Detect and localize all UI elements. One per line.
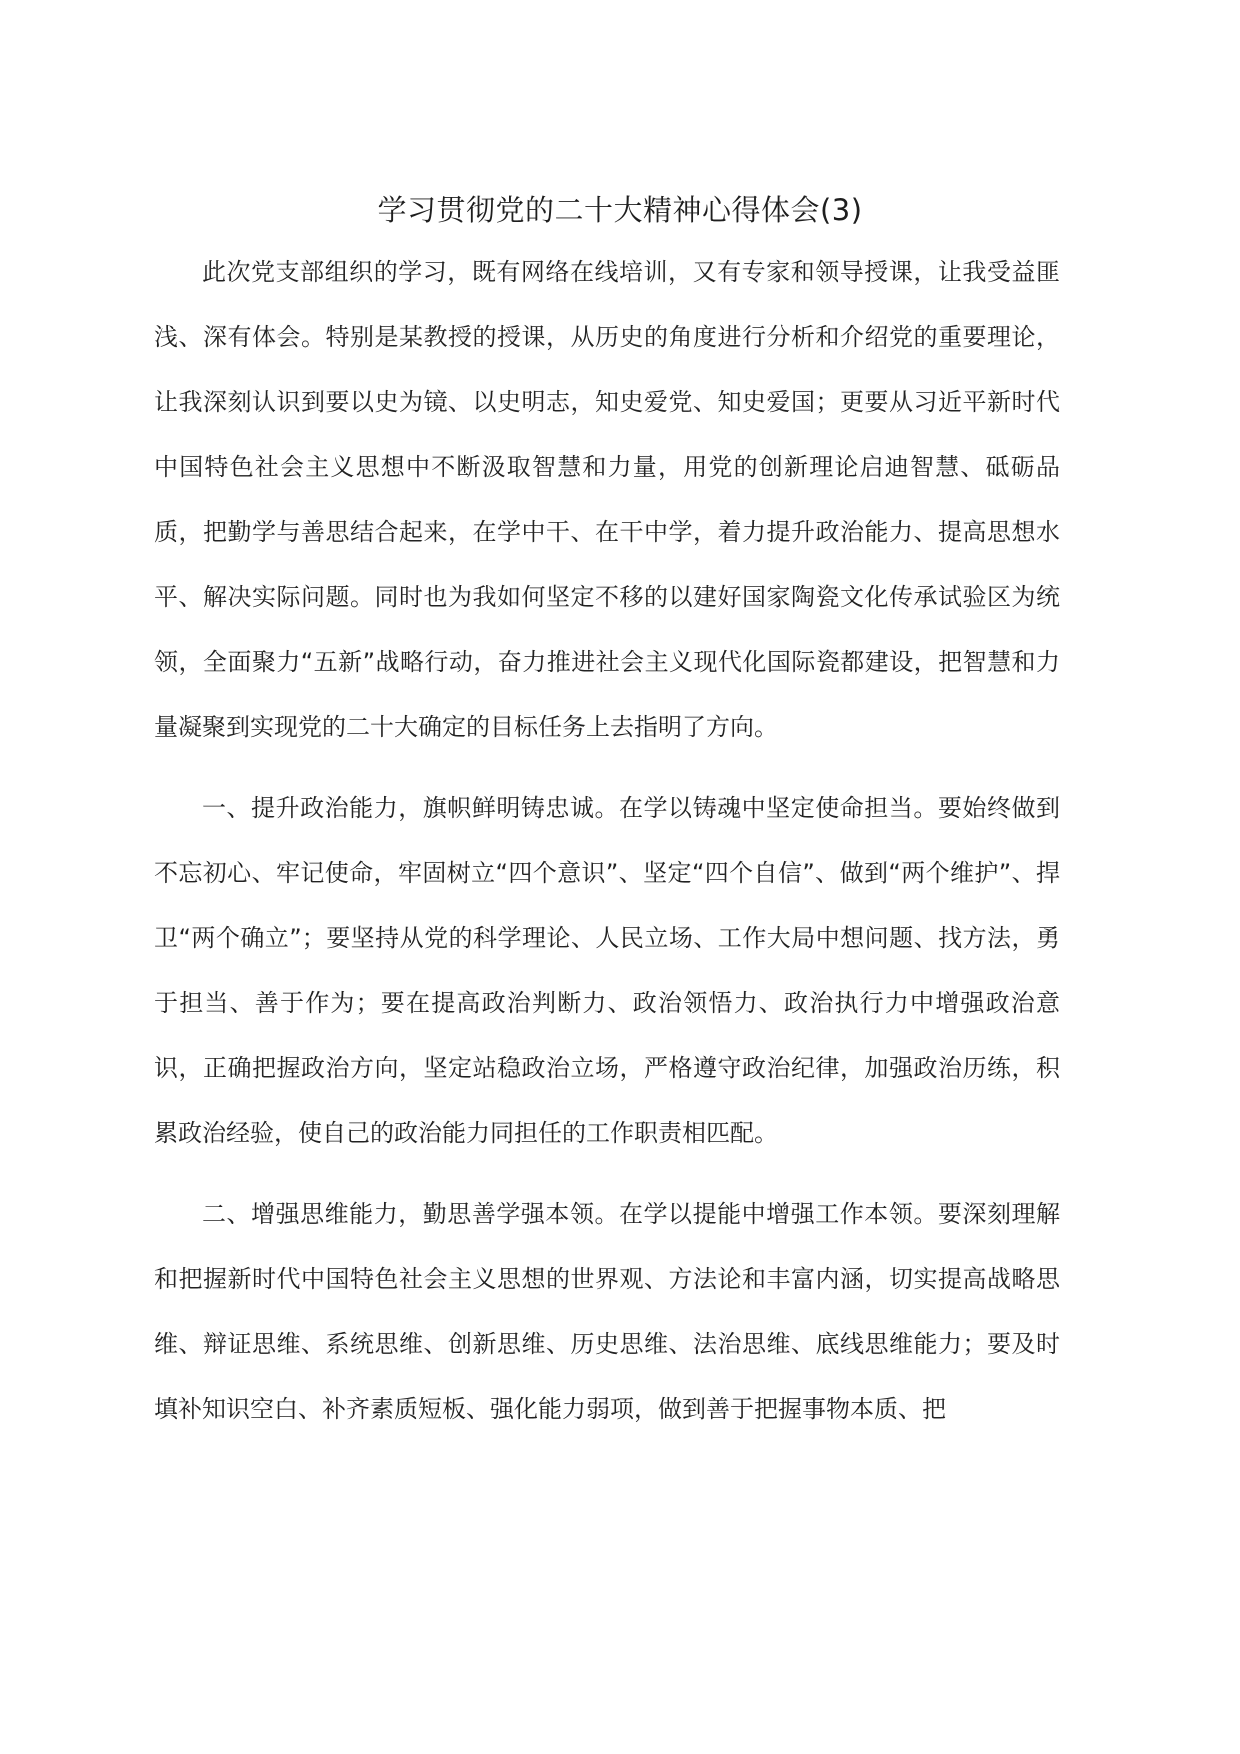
paragraph-section-two: 二、增强思维能力，勤思善学强本领。在学以提能中增强工作本领。要深刻理解和把握新时代中国特色社会主义思想的世界观、方法论和丰富内涵，切实提高战略思维、辩证思维、系统思维、创新思维、历史思维、法治思维、底线思维能力；要及时填补知识空白、补齐素质短板、强化能力弱项，做到善于把握事物本质、把	[154, 1200, 1060, 1423]
document-title: 学习贯彻党的二十大精神心得体会(3)	[377, 193, 863, 227]
paragraph-intro: 此次党支部组织的学习，既有网络在线培训，又有专家和领导授课，让我受益匪浅、深有体会。特别是某教授的授课，从历史的角度进行分析和介绍党的重要理论，让我深刻认识到要以史为镜、以史明志，知史爱党、知史爱国；更要从习近平新时代中国特色社会主义思想中不断汲取智慧和力量，用党的创新理论启迪智慧、砥砺品质，把勤学与善思结合起来，在学中干、在干中学，着力提升政治能力、提高思想水平、解决实际问题。同时也为我如何坚定不移的以建好国家陶瓷文化传承试验区为统领，全面聚力“五新”战略行动，奋力推进社会主义现代化国际瓷都建设，把智慧和力量凝聚到实现党的二十大确定的目标任务上去指明了方向。	[154, 258, 1060, 741]
document-body	[154, 240, 1060, 1458]
paragraph-section-one: 一、提升政治能力，旗帜鲜明铸忠诚。在学以铸魂中坚定使命担当。要始终做到不忘初心、牢记使命，牢固树立“四个意识”、坚定“四个自信”、做到“两个维护”、捍卫“两个确立”；要坚持从党的科学理论、人民立场、工作大局中想问题、找方法，勇于担当、善于作为；要在提高政治判断力、政治领悟力、政治执行力中增强政治意识，正确把握政治方向，坚定站稳政治立场，严格遵守政治纪律，加强政治历练，积累政治经验，使自己的政治能力同担任的工作职责相匹配。	[154, 794, 1060, 1147]
